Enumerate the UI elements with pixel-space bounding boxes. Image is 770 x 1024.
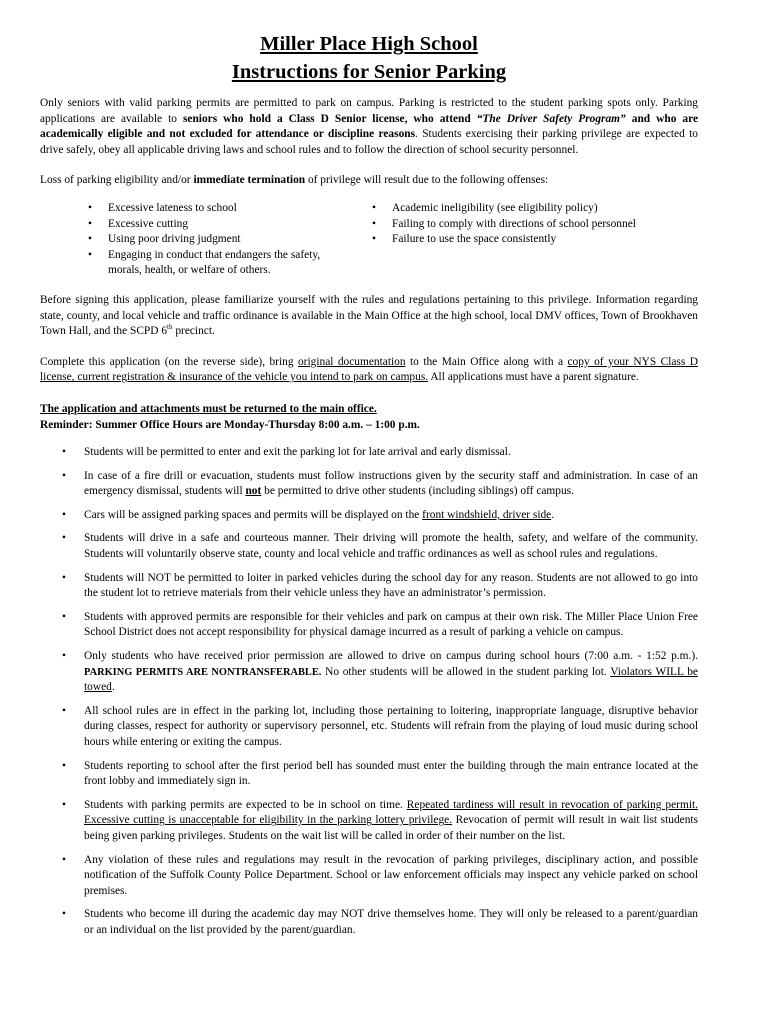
rule-text: Students with approved permits are responsible for their vehicles and park on campus at their own risk. The Miller Place Union Free School District does not accept responsibility for physical damage incurred as a result of parking a vehicle on campus. <box>84 610 698 639</box>
school-title: Miller Place High School <box>260 33 478 55</box>
rule-text: Students with parking permits are expected to be in school on time. <box>84 798 407 811</box>
rule-item <box>62 531 698 562</box>
rule-emphasis: Violators WILL be towed <box>84 665 698 694</box>
rule-item <box>62 853 698 900</box>
intro-text-1: Only seniors with valid parking permits are permitted to park on campus. Parking is restricted to the student parking spots only. Parking applications are available to <box>40 97 698 125</box>
offenses-intro <box>40 173 698 189</box>
before-signing-text: Before signing this application, please familiarize yourself with the rules and regulations pertaining to this privilege. Information regarding state, county, and local vehicle and traffic ordinance is available in the Main Office at the high school, local DMV offices, Town of Brookhaven Town Hall, and the SCPD 6 <box>40 293 698 338</box>
rule-emphasis: not <box>245 485 262 498</box>
offense-item: • Using poor driving judgment <box>80 232 342 248</box>
rule-emphasis: PARKING PERMITS ARE NONTRANSFERABLE. <box>84 666 322 678</box>
rule-text: . <box>111 681 115 694</box>
intro-text-2: . Students exercising their parking privilege are expected to drive safely, obey all applicable driving laws and school rules and to follow the direction of school security personnel. <box>40 128 698 156</box>
intro-bold-2: and who are academically eligible and not excluded for attendance or discipline reasons <box>40 112 699 141</box>
rule-item <box>62 798 698 845</box>
rule-text: Students reporting to school after the first period bell has sounded must enter the building through the main entrance located at the front lobby and immediately sign in. <box>84 759 698 788</box>
complete-underline-1: original documentation <box>297 355 406 368</box>
rule-item <box>62 907 698 938</box>
rule-item <box>62 759 698 790</box>
intro-program-name: “The Driver Safety Program” <box>476 112 626 125</box>
rules-list <box>62 445 698 938</box>
rule-item <box>62 508 698 524</box>
offenses-column-left <box>80 201 342 279</box>
rule-text: Students will be permitted to enter and exit the parking lot for late arrival and early dismissal. <box>84 446 511 459</box>
offense-item: • Excessive lateness to school <box>80 201 342 217</box>
rule-text: Students who become ill during the academic day may NOT drive themselves home. They will only be released to a parent/guardian or an individual on the list provided by the parent/guardian. <box>84 908 698 936</box>
rule-item <box>62 469 698 500</box>
rule-text: In case of a fire drill or evacuation, students must follow instructions given by the security staff and administration. In case of an emergency dismissal, students will <box>84 469 698 498</box>
return-notice: The application and attachments must be returned to the main office. <box>40 402 377 415</box>
offenses-list <box>40 201 698 279</box>
before-signing-paragraph <box>40 293 698 340</box>
rule-text: Any violation of these rules and regulations may result in the revocation of parking privileges, disciplinary action, and possible notification of the Suffolk County Police Department. School or law enforcement officials may inspect any vehicle parked on school premises. <box>84 853 698 897</box>
complete-text-3: All applications must have a parent signature. <box>428 371 639 384</box>
rule-text: Students will NOT be permitted to loiter in parked vehicles during the school day for any reason. Students are not allowed to go into the student lot to retrieve materials from their vehicle unless they have an administrator’s permission. <box>84 571 698 600</box>
complete-text-2: to the Main Office along with a <box>405 355 568 368</box>
rule-item <box>62 649 698 696</box>
rule-emphasis: Repeated tardiness will result in revocation of parking permit. Excessive cutting is unacceptable for eligibility in the parking lottery privilege. <box>84 798 698 827</box>
offense-item: • Failure to use the space consistently <box>364 232 694 248</box>
rule-item <box>62 445 698 461</box>
rule-text: . <box>551 508 555 521</box>
complete-underline-2: copy of your NYS Class D license, current registration & insurance of the vehicle you intend to park on campus. <box>40 355 698 384</box>
rule-item <box>62 571 698 602</box>
summer-hours-reminder: Reminder: Summer Office Hours are Monday-Thursday 8:00 a.m. – 1:00 p.m. <box>40 418 420 431</box>
rule-emphasis: front windshield, driver side <box>422 508 552 521</box>
document-page <box>40 30 698 947</box>
ordinal-suffix: th <box>167 323 173 332</box>
document-title: Instructions for Senior Parking <box>231 61 507 83</box>
rule-text: All school rules are in effect in the parking lot, including those pertaining to loitering, inappropriate language, disruptive behavior during classes, respect for authority or supervisory personnel, etc. Students will refrain from the playing of loud music during school hours while entering or exiting the campus. <box>84 704 698 748</box>
offenses-intro-text-1: Loss of parking eligibility and/or <box>40 174 194 187</box>
rule-text: Students will drive in a safe and courteous manner. Their driving will promote the health, safety, and welfare of the community. Students will voluntarily observe state, county and local vehicle and traffic ordinances as well as school rules and regulations. <box>84 532 698 561</box>
offenses-intro-bold: immediate termination <box>193 174 306 187</box>
offense-item: • Failing to comply with directions of school personnel <box>364 217 694 233</box>
rule-text: be permitted to drive other students (including siblings) off campus. <box>261 485 574 498</box>
offense-item: • Engaging in conduct that endangers the safety, morals, health, or welfare of others. <box>80 248 342 279</box>
intro-paragraph <box>40 96 698 158</box>
rule-text: Only students who have received prior permission are allowed to drive on campus during school hours (7:00 a.m. - 1:52 p.m.). <box>84 650 698 663</box>
complete-text-1: Complete this application (on the reverse side), bring <box>40 355 298 368</box>
complete-application-paragraph <box>40 355 698 386</box>
offense-item: • Excessive cutting <box>80 217 342 233</box>
offenses-column-right <box>364 201 694 279</box>
rule-text: No other students will be allowed in the student parking lot. <box>321 665 611 678</box>
offenses-intro-text-2: of privilege will result due to the following offenses: <box>305 174 549 187</box>
intro-bold-1: seniors who hold a Class D Senior license, who attend <box>182 112 477 125</box>
return-reminder-block <box>40 402 698 433</box>
rule-item <box>62 610 698 641</box>
rule-text: Cars will be assigned parking spaces and permits will be displayed on the <box>84 508 423 521</box>
before-signing-text-end: precinct. <box>172 325 215 338</box>
rule-text: Revocation of permit will result in wait list students being given parking privileges. Students on the wait list will be called in order of their number on the list. <box>84 814 698 842</box>
rule-item <box>62 704 698 751</box>
offense-item: • Academic ineligibility (see eligibility policy) <box>364 201 694 217</box>
